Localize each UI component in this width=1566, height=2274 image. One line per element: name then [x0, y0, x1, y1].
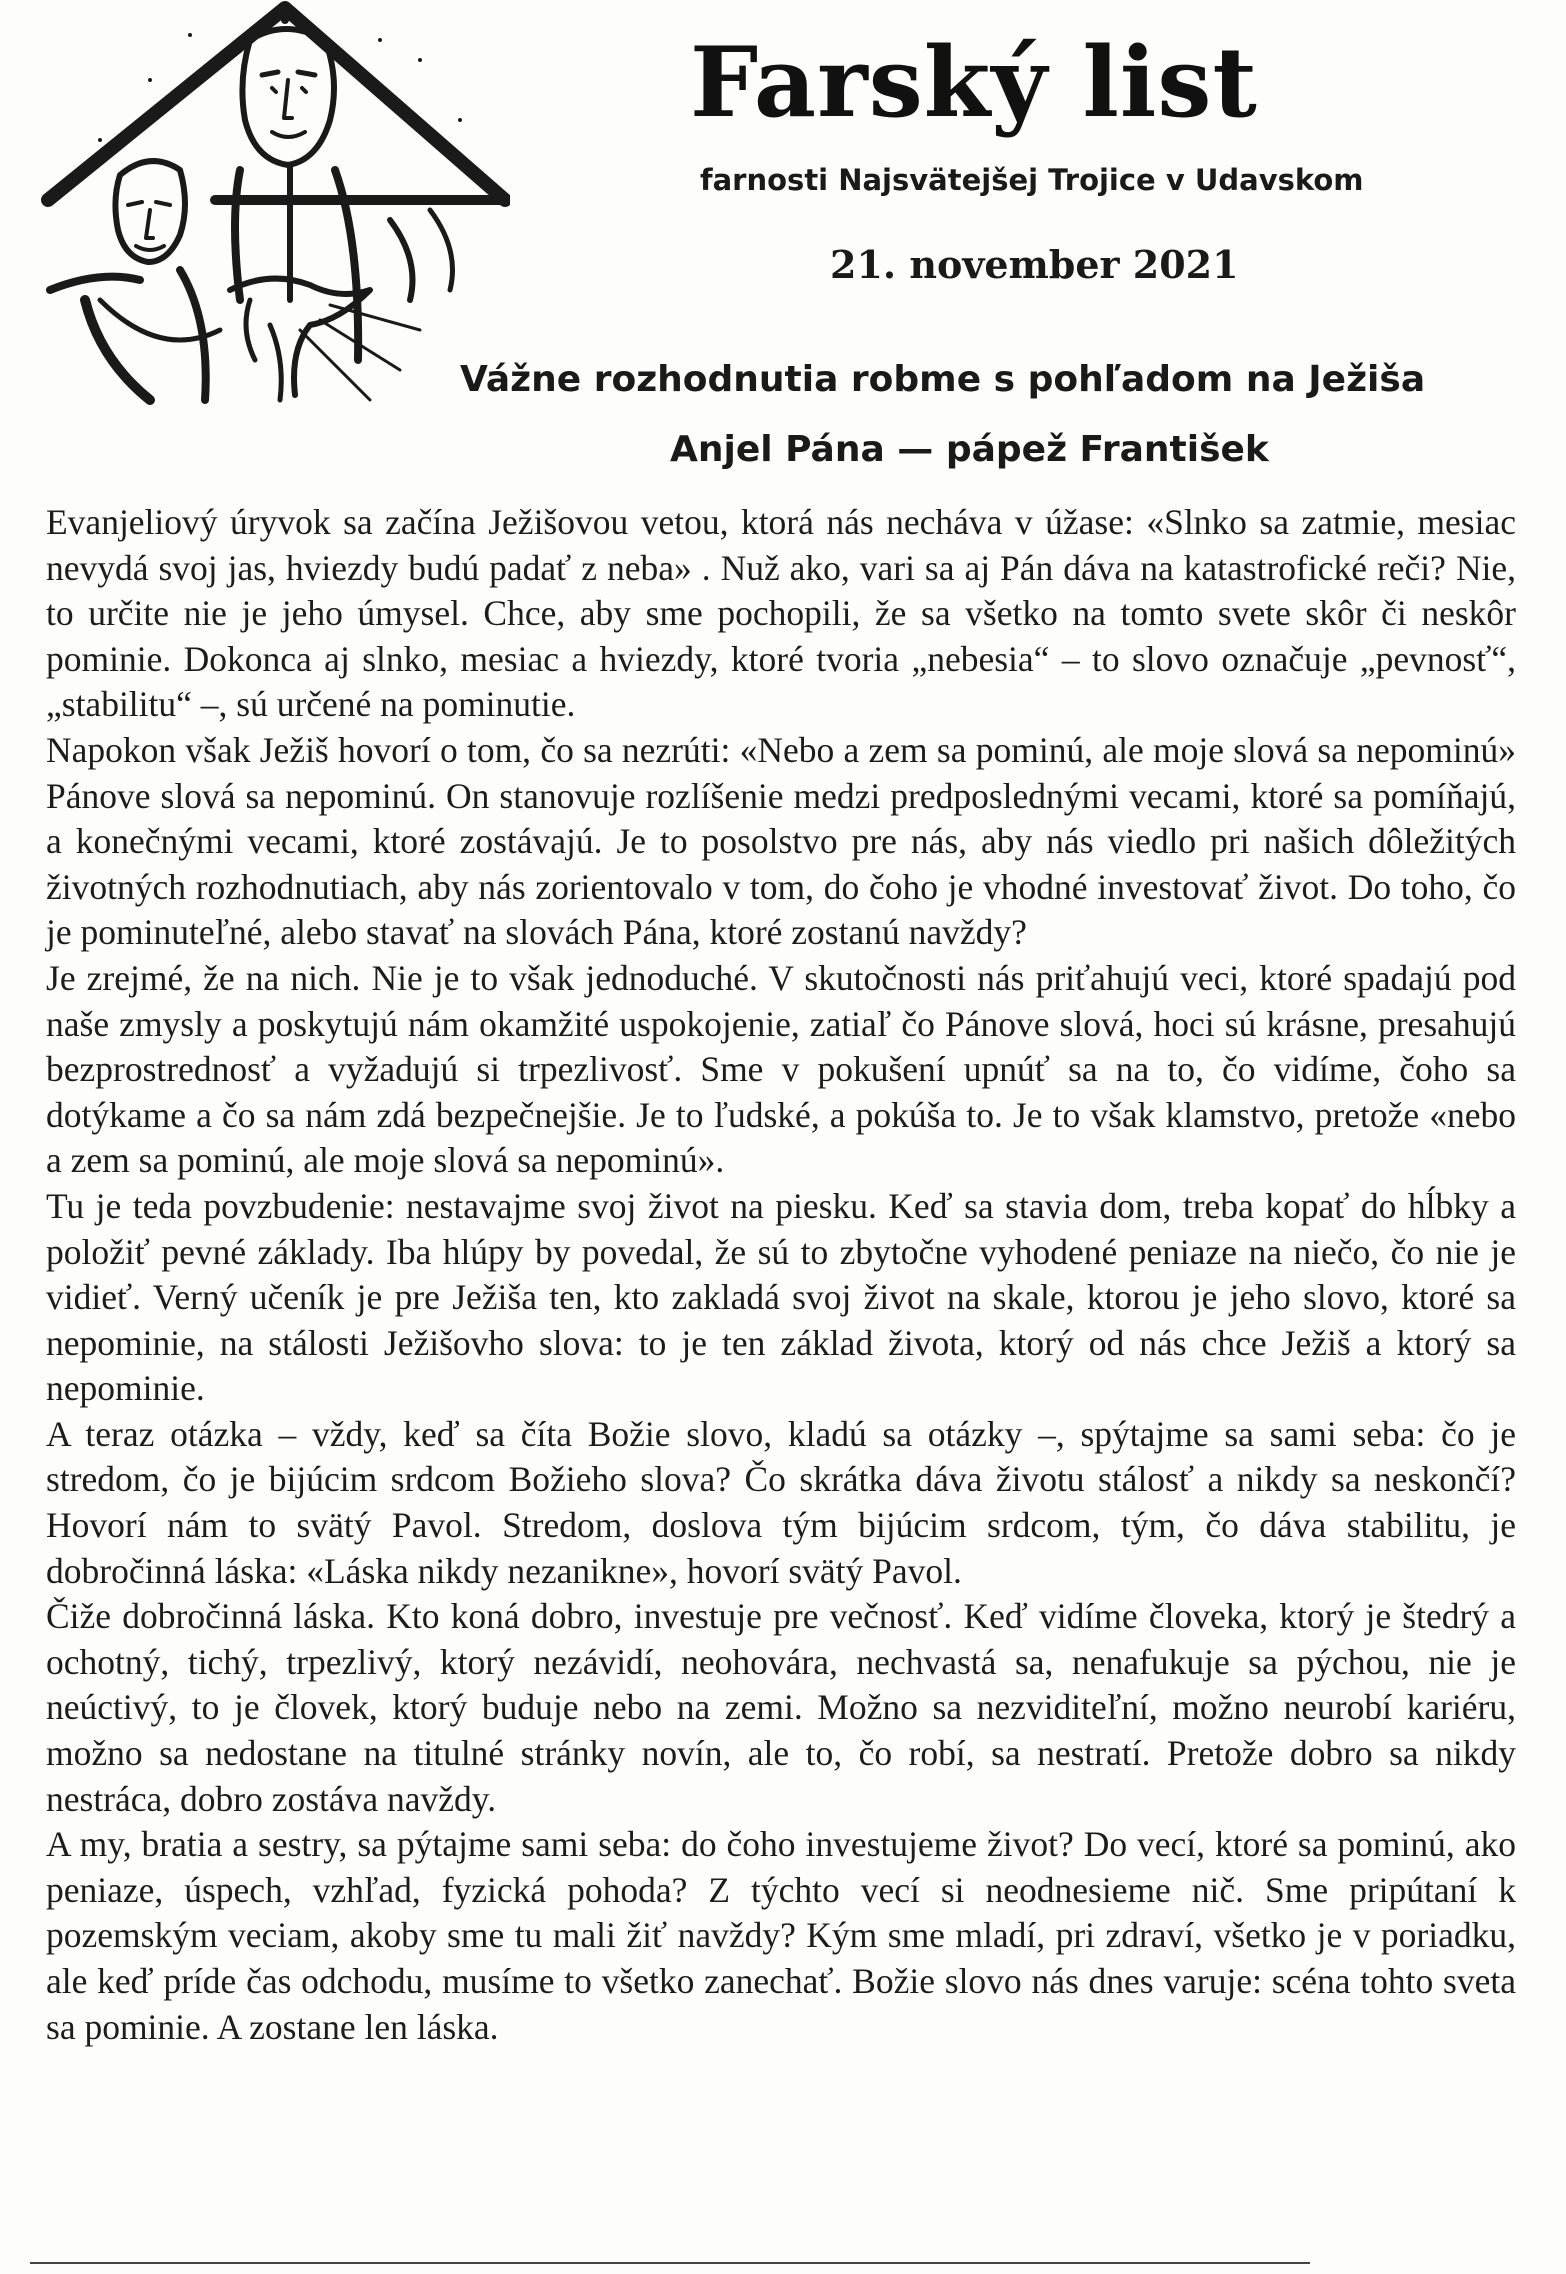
paragraph: Napokon však Ježiš hovorí o tom, čo sa nezrúti: «Nebo a zem sa pominú, ale moje slová sa nepominú» Pánove slová sa nepominú. On stanovuje rozlíšenie medzi predposlednými vecami, ktoré sa pomíňajú, a konečnými vecami, ktoré zostávajú. Je to posolstvo pre nás, aby nás viedlo pri našich dôležitých životných rozhodnutiach, aby nás zorientovalo v tom, do čoho je vhodné investovať život. Do toho, čo je pominuteľné, alebo stavať na slovách Pána, ktoré zostanú navždy?: [46, 729, 1516, 953]
paragraph: Čiže dobročinná láska. Kto koná dobro, investuje pre večnosť. Keď vidíme človeka, ktorý je štedrý a ochotný, tichý, trpezlivý, ktorý nezávidí, neohovára, nechvastá sa, nenafukuje sa pýchou, nie je neúctivý, to je človek, ktorý buduje nebo na zemi. Možno sa nezviditeľní, možno neurobí kariéru, možno sa nedostane na titulné stránky novín, ale to, čo robí, sa nestratí. Pretože dobro sa nikdy nestráca, dobro zostáva navždy.: [46, 1596, 1516, 1819]
paragraph: Je zrejmé, že na nich. Nie je to však jednoduché. V skutočnosti nás priťahujú veci, ktoré spadajú pod naše zmysly a poskytujú nám okamžité uspokojenie, zatiaľ čo Pánove slová, hoci sú krásne, presahujú bezprostrednosť a vyžadujú si trpezlivosť. Sme v pokušení upnúť sa na to, čo vidíme, čoho sa dotýkame a čo sa nám zdá bezpečnejšie. Je to ľudské, a pokúša to. Je to však klamstvo, pretože «nebo a zem sa pominú, ale moje slová sa nepominú».: [46, 957, 1516, 1181]
article-body: [46, 500, 1516, 2050]
article-title: Vážne rozhodnutia robme s pohľadom na Ježiša: [460, 359, 1426, 400]
newsletter-title: Farský list: [690, 26, 1258, 139]
paragraph: A my, bratia a sestry, sa pýtajme sami seba: do čoho investujeme život? Do vecí, ktoré sa pominú, ako peniaze, úspech, vzhľad, fyzická pohoda? Z týchto vecí si neodnesieme nič. Sme pripútaní k pozemským veciam, akoby sme tu mali žiť navždy? Kým sme mladí, pri zdraví, všetko je v poriadku, ale keď príde čas odchodu, musíme to všetko zanechať. Božie slovo nás dnes varuje: scéna tohto sveta sa pominie. A zostane len láska.: [46, 1824, 1516, 2047]
bottom-divider: [30, 2262, 1310, 2264]
trinity-logo-icon: [40, 0, 510, 440]
article-subtitle: Anjel Pána — pápež František: [670, 429, 1269, 470]
parish-name: farnosti Najsvätejšej Trojice v Udavskom: [700, 163, 1364, 197]
paragraph: A teraz otázka – vždy, keď sa číta Božie slovo, kladú sa otázky –, spýtajme sa sami seba: čo je stredom, čo je bijúcim srdcom Božieho slova? Čo skrátka dáva životu stálosť a nikdy sa neskončí? Hovorí nám to svätý Pavol. Stredom, doslova tým bijúcim srdcom, tým, čo dáva stabilitu, je dobročinná láska: «Láska nikdy nezanikne», hovorí svätý Pavol.: [46, 1413, 1516, 1591]
paragraph: Evanjeliový úryvok sa začína Ježišovou vetou, ktorá nás necháva v úžase: «Slnko sa zatmie, mesiac nevydá svoj jas, hviezdy budú padať z neba» . Nuž ako, vari sa aj Pán dáva na katastrofické reči? Nie, to určite nie je jeho úmysel. Chce, aby sme pochopili, že sa všetko na tomto svete skôr či neskôr pominie. Dokonca aj slnko, mesiac a hviezdy, ktoré tvoria „nebesia“ – to slovo označuje „pevnosť“, „stabilitu“ –, sú určené na pominutie.: [46, 502, 1516, 725]
paragraph: Tu je teda povzbudenie: nestavajme svoj život na piesku. Keď sa stavia dom, treba kopať do hĺbky a položiť pevné základy. Iba hlúpy by povedal, že sú to zbytočne vyhodené peniaze na niečo, čo nie je vidieť. Verný učeník je pre Ježiša ten, kto zakladá svoj život na skale, ktorou je jeho slovo, ktoré sa nepominie, na stálosti Ježišovho slova: to je ten základ života, ktorý od nás chce Ježiš a ktorý sa nepominie.: [46, 1185, 1516, 1409]
issue-date: 21. november 2021: [830, 242, 1239, 287]
